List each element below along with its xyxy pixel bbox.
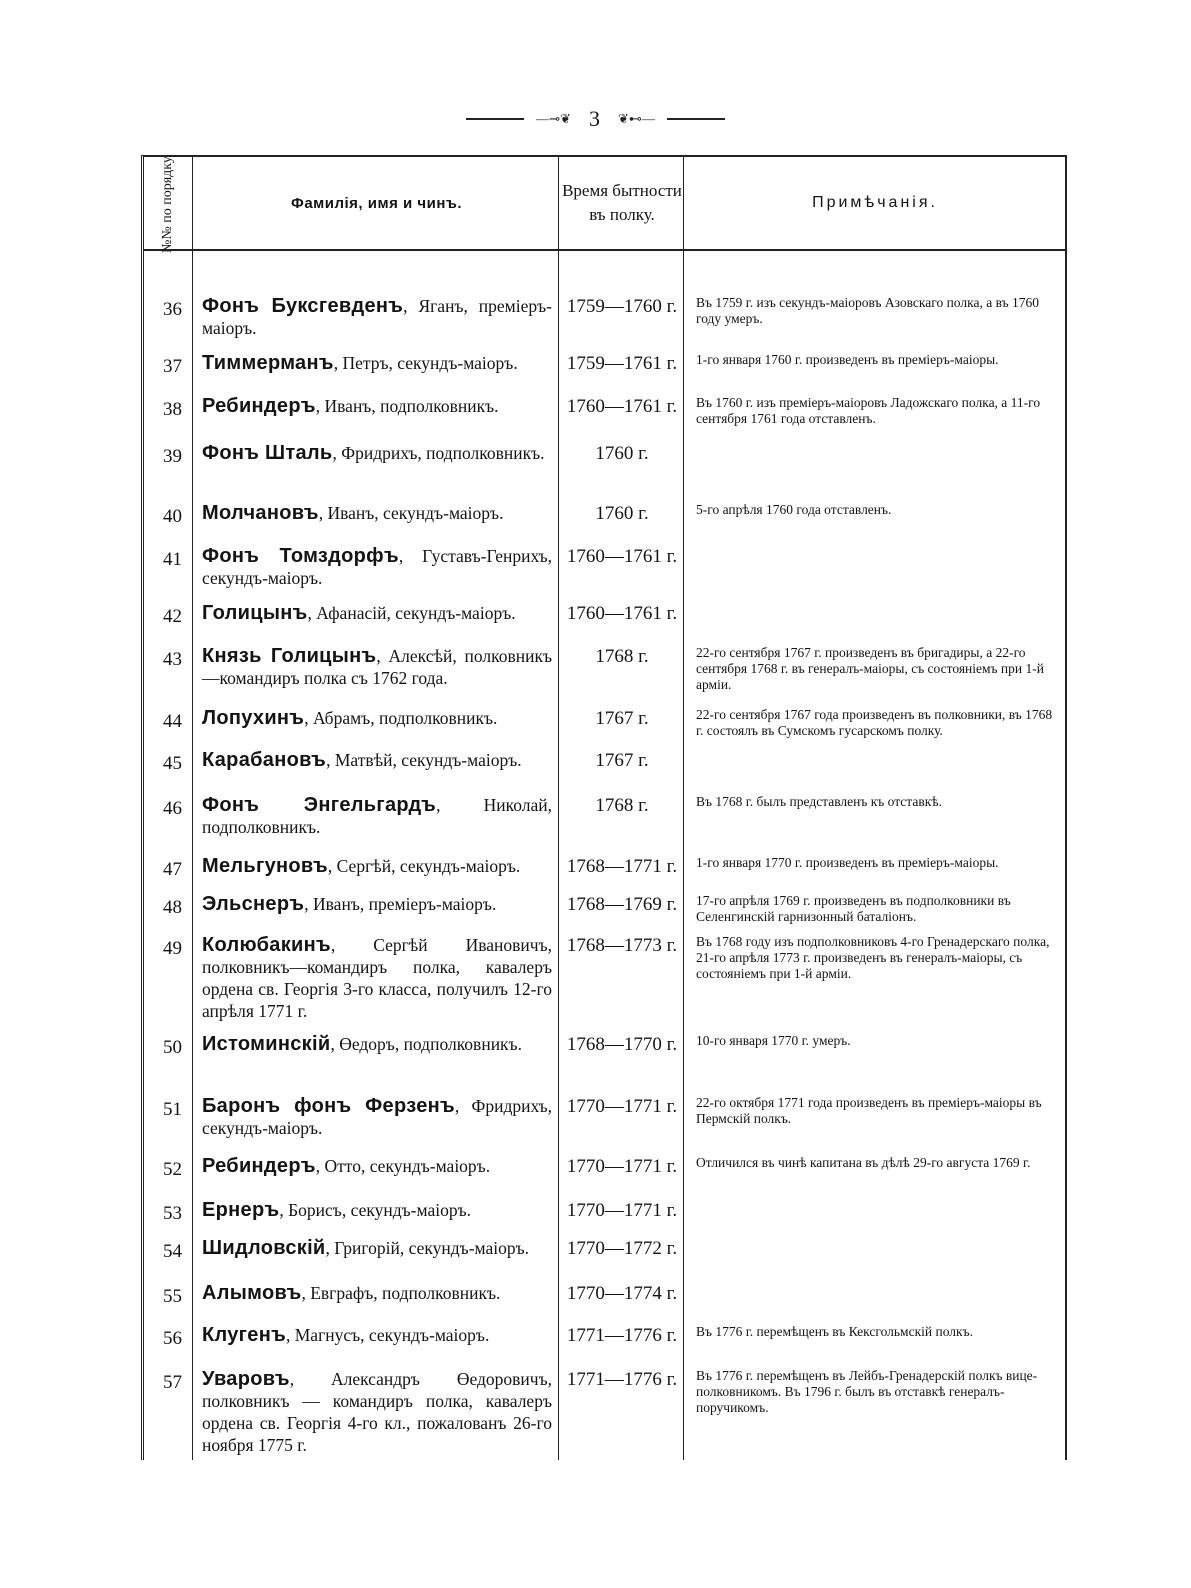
row-time: 1760—1761 г. [566, 603, 678, 624]
row-name-rest: , Сергѣй, секундъ-маіоръ. [327, 856, 521, 876]
row-note: Въ 1776 г. перемѣщенъ въ Лейбъ-Гренадерскій полкъ вице-полковникомъ. Въ 1796 г. былъ въ отставкѣ генералъ-поручикомъ. [696, 1368, 1038, 1415]
row-name [202, 934, 552, 1022]
row-name-rest: , Борисъ, секундъ-маіоръ. [279, 1200, 471, 1220]
row-name-rest: , Фридрихъ, подполковникъ. [332, 443, 545, 463]
row-surname: Уваровъ [202, 1368, 290, 1390]
row-surname: Клугенъ [202, 1324, 286, 1346]
row-name-rest: , Магнусъ, секундъ-маіоръ. [286, 1325, 490, 1345]
row-number-text: 51 [163, 1099, 182, 1120]
row-number-text: 45 [163, 753, 182, 774]
row-number [144, 897, 190, 919]
row-name [202, 352, 552, 374]
row-surname: Ернеръ [202, 1199, 280, 1221]
row-surname: Колюбакинъ [202, 934, 331, 956]
row-name-rest: , Николай, подполковникъ. [202, 795, 552, 837]
row-time: 1760 г. [595, 443, 649, 464]
row-time: 1767 г. [595, 750, 649, 771]
row-name-rest: , Григорій, секундъ-маіоръ. [325, 1238, 530, 1258]
row-note: 22-го сентября 1767 г. произведенъ въ бригадиры, а 22-го сентября 1768 г. въ генералъ-маіоры, съ состоянiемъ при 1-й арміи. [696, 645, 1044, 692]
row-surname: Алымовъ [202, 1282, 302, 1304]
row-name-rest: , Иванъ, премiеръ-маіоръ. [304, 894, 497, 914]
row-number-text: 50 [163, 1037, 182, 1058]
row-name [202, 1282, 552, 1304]
row-number [144, 356, 190, 378]
row-number [144, 753, 190, 775]
row-name [202, 1155, 552, 1177]
row-number [144, 1203, 190, 1225]
row-surname: Лопухинъ [202, 707, 305, 729]
row-note: Въ 1776 г. перемѣщенъ въ Кексгольмскій полкъ. [696, 1324, 973, 1339]
row-number-text: 38 [163, 399, 182, 420]
row-note: Въ 1768 г. былъ представленъ къ отставкѣ. [696, 794, 942, 809]
row-note: Отличился въ чинѣ капитана въ дѣлѣ 29-го августа 1769 г. [696, 1155, 1031, 1170]
row-time: 1760 г. [595, 503, 649, 524]
row-time: 1770—1774 г. [566, 1283, 678, 1304]
header-rule-right [667, 118, 725, 120]
row-time: 1768—1770 г. [566, 1034, 678, 1055]
page-header [0, 104, 1191, 134]
row-time: 1771—1776 г. [566, 1369, 678, 1390]
ornament-right: ❦⊷— [617, 111, 655, 126]
row-name [202, 1237, 552, 1259]
row-surname: Фонъ Буксгевденъ [202, 295, 404, 317]
row-surname: Ребиндеръ [202, 1155, 316, 1177]
row-surname: Тиммерманъ [202, 352, 334, 374]
row-number [144, 1372, 190, 1394]
row-name-rest: , Сергѣй Ивановичъ, полковникъ—командиръ полка, кавалеръ ордена св. Георгія 3-го класса, получилъ 12-го апрѣля 1771 г. [202, 935, 552, 1021]
row-note: 5-го апрѣля 1760 года отставленъ. [696, 502, 892, 517]
row-name [202, 707, 552, 729]
row-note: 10-го января 1770 г. умеръ. [696, 1033, 851, 1048]
row-number [144, 1159, 190, 1181]
row-surname: Фонъ Шталь [202, 442, 333, 464]
row-name-rest: , Абрамъ, подполковникъ. [304, 708, 498, 728]
row-time: 1767 г. [595, 708, 649, 729]
row-name [202, 1324, 552, 1346]
row-number [144, 506, 190, 528]
row-surname: Голицынъ [202, 602, 308, 624]
row-number-text: 37 [163, 356, 182, 377]
row-time: 1771—1776 г. [566, 1325, 678, 1346]
row-number-text: 43 [163, 649, 182, 670]
column-divider [558, 157, 559, 1460]
row-number-text: 54 [163, 1241, 182, 1262]
header-name: Фамилія, имя и чинъ. [291, 194, 462, 212]
row-surname: Фонъ Энгельгардъ [202, 794, 437, 816]
row-number-text: 44 [163, 711, 182, 732]
row-time: 1768 г. [595, 795, 649, 816]
header-notes: Примѣчанія. [812, 194, 938, 211]
row-name-rest: , Густавъ-Генрихъ, секундъ-маіоръ. [202, 546, 553, 588]
row-number-text: 49 [163, 938, 182, 959]
row-name [202, 1199, 552, 1221]
row-time: 1768 г. [595, 646, 649, 667]
row-surname: Ребиндеръ [202, 395, 316, 417]
row-number-text: 48 [163, 897, 182, 918]
row-name-rest: , Өедоръ, подполковникъ. [330, 1034, 522, 1054]
row-number-text: 55 [163, 1286, 182, 1307]
row-name [202, 502, 552, 524]
row-name-rest: , Яганъ, премiеръ-маіоръ. [202, 296, 552, 338]
row-time: 1760—1761 г. [566, 396, 678, 417]
row-time: 1770—1771 г. [566, 1096, 678, 1117]
row-surname: Князь Голицынъ [202, 645, 377, 667]
header-time: Время бытности въ полку. [562, 181, 682, 224]
row-name-rest: , Фридрихъ, секундъ-маіоръ. [202, 1096, 552, 1138]
row-number-text: 40 [163, 506, 182, 527]
row-surname: Молчановъ [202, 502, 319, 524]
row-time: 1759—1760 г. [566, 296, 678, 317]
row-surname: Мельгуновъ [202, 855, 328, 877]
row-number-text: 42 [163, 606, 182, 627]
row-name [202, 1095, 552, 1139]
row-number-text: 47 [163, 859, 182, 880]
row-number-text: 56 [163, 1328, 182, 1349]
row-name-rest: , Петръ, секундъ-маіоръ. [333, 353, 518, 373]
row-surname: Карабановъ [202, 749, 327, 771]
row-surname: Фонъ Томздорфъ [202, 545, 399, 567]
row-number-text: 46 [163, 798, 182, 819]
header-number-label: №№ по порядку. [159, 153, 175, 253]
row-note: 17-го апрѣля 1769 г. произведенъ въ подполковники въ Селенгинскій гарнизонный баталіонъ. [696, 893, 1011, 924]
row-time: 1768—1769 г. [566, 894, 678, 915]
column-divider [192, 157, 193, 1460]
row-number [144, 1286, 190, 1308]
row-number [144, 446, 190, 468]
row-time: 1770—1772 г. [566, 1238, 678, 1259]
row-name [202, 794, 552, 838]
row-number [144, 606, 190, 628]
row-name [202, 1368, 552, 1456]
row-note: Въ 1759 г. изъ секундъ-маіоровъ Азовскаго полка, а въ 1760 году умеръ. [696, 295, 1039, 326]
row-number [144, 399, 190, 421]
row-name-rest: , Отто, секундъ-маіоръ. [315, 1156, 491, 1176]
row-name [202, 645, 552, 689]
row-number-text: 36 [163, 299, 182, 320]
row-time: 1759—1761 г. [566, 353, 678, 374]
row-surname: Истоминскій [202, 1033, 331, 1055]
row-number-text: 53 [163, 1203, 182, 1224]
ornament-left: —⊸❦ [536, 111, 571, 126]
row-name-rest: , Александръ Өедоровичъ, полковникъ — командиръ полка, кавалеръ ордена св. Георгія 4-го кл., пожалованъ 26-го ноября 1775 г. [202, 1369, 552, 1455]
row-name [202, 442, 552, 464]
row-number [144, 549, 190, 571]
row-surname: Баронъ фонъ Ферзенъ [202, 1095, 455, 1117]
row-number [144, 1037, 190, 1059]
row-number [144, 299, 190, 321]
row-name [202, 395, 552, 417]
row-name-rest: , Иванъ, секундъ-маіоръ. [318, 503, 504, 523]
row-number-text: 39 [163, 446, 182, 467]
row-name [202, 749, 552, 771]
row-name-rest: , Матвѣй, секундъ-маіоръ. [326, 750, 522, 770]
row-name [202, 855, 552, 877]
row-number-text: 57 [163, 1372, 182, 1393]
header-number [144, 153, 190, 253]
row-number-text: 52 [163, 1159, 182, 1180]
row-note: Въ 1768 году изъ подполковниковъ 4-го Гренадерскаго полка, 21-го апрѣля 1773 г. произведенъ въ генералъ-маіоры, съ состоянiемъ при 1-й арміи. [696, 934, 1050, 981]
row-number [144, 649, 190, 671]
row-note: 1-го января 1770 г. произведенъ въ премiеръ-маіоры. [696, 855, 999, 870]
row-name [202, 295, 552, 339]
header-rule-left [466, 118, 524, 120]
row-time: 1768—1771 г. [566, 856, 678, 877]
row-note: 1-го января 1760 г. произведенъ въ премiеръ-маіоры. [696, 352, 999, 367]
row-name [202, 602, 552, 624]
row-surname: Эльснеръ [202, 893, 305, 915]
row-time: 1770—1771 г. [566, 1200, 678, 1221]
row-name-rest: , Афанасій, секундъ-маіоръ. [307, 603, 516, 623]
row-surname: Шидловскій [202, 1237, 326, 1259]
row-name-rest: , Иванъ, подполковникъ. [315, 396, 499, 416]
row-time: 1770—1771 г. [566, 1156, 678, 1177]
row-number [144, 938, 190, 960]
row-name [202, 1033, 552, 1055]
row-number-text: 41 [163, 549, 182, 570]
row-time: 1768—1773 г. [566, 935, 678, 956]
row-time: 1760—1761 г. [566, 546, 678, 567]
officers-table [141, 155, 1067, 1460]
row-name-rest: , Алексѣй, полковникъ—командиръ полка съ 1762 года. [202, 646, 552, 688]
row-number [144, 1241, 190, 1263]
row-note: 22-го октября 1771 года произведенъ въ премiеръ-маіоры въ Пермскій полкъ. [696, 1095, 1042, 1126]
row-number [144, 798, 190, 820]
row-name-rest: , Евграфъ, подполковникъ. [301, 1283, 501, 1303]
row-number [144, 1099, 190, 1121]
row-number [144, 859, 190, 881]
row-number [144, 1328, 190, 1350]
header-divider [144, 249, 1065, 251]
row-number [144, 711, 190, 733]
row-name [202, 545, 552, 589]
page-number: 3 [588, 106, 600, 131]
row-name [202, 893, 552, 915]
row-note: 22-го сентября 1767 года произведенъ въ полковники, въ 1768 г. состоялъ въ Сумскомъ гусарскомъ полку. [696, 707, 1053, 738]
row-note: Въ 1760 г. изъ премiеръ-маіоровъ Ладожскаго полка, а 11-го сентября 1761 года отставленъ. [696, 395, 1041, 426]
